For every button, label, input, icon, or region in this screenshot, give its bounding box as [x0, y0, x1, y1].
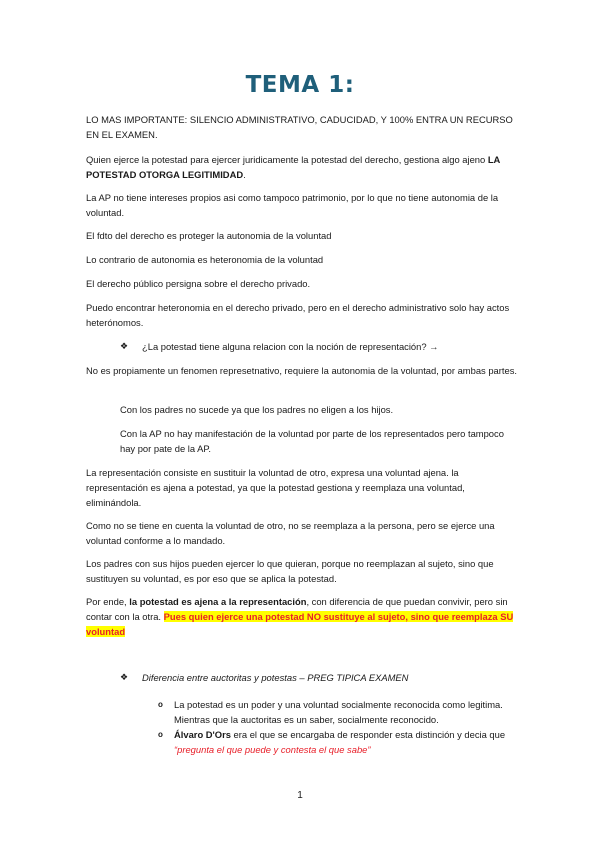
paragraph-representacion-consiste: La representación consiste en sustituir la voluntad de otro, expresa una voluntad ajena. la representación es ajena a potestad, ya que la potestad gestiona y reemplaza una voluntad, eliminándola. [86, 467, 465, 508]
bullet-representacion [120, 339, 520, 354]
paragraph-padres: Con los padres no sucede ya que los padres no eligen a los hijos. [120, 404, 394, 415]
bullet-auctoritas-potestas [120, 670, 520, 685]
diamond-bullet-icon: ❖ [120, 672, 129, 682]
paragraph-por-ende [86, 594, 518, 639]
page-title: TEMA 1: [245, 72, 355, 98]
bold-text: LA POTESTAD OTORGA LEGITIMIDAD [86, 154, 500, 180]
paragraph-ap-intereses: La AP no tiene intereses propios asi como tampoco patrimonio, por lo que no tiene autonomia de la voluntad. [86, 192, 499, 218]
paragraph-voluntad-otro: Como no se tiene en cuenta la voluntad de otro, no se reemplaza a la persona, pero se ejerce una voluntad conforme a lo mandado. [86, 520, 495, 546]
highlighted-text: Pues quien ejerce una potestad NO sustituye al sujeto, sino que reemplaza SU voluntad [86, 611, 514, 637]
sub-bullet-alvaro-dors [158, 727, 518, 757]
sub-bullet-potestad-poder [158, 697, 518, 727]
bold-name: Álvaro D'Ors [174, 729, 231, 740]
sub-bullet-text: La potestad es un poder y una voluntad socialmente reconocida como legitima. Mientras que la auctoritas es un saber, socialmente reconocido. [174, 699, 503, 725]
paragraph-pre: Por ende, [86, 596, 130, 607]
diamond-bullet-icon: ❖ [120, 341, 129, 351]
quote-text: “pregunta el que puede y contesta el que sabe” [174, 744, 371, 755]
paragraph-fenomeno-representativo: No es propiamente un fenomen represetnativo, requiere la autonomia de la voluntad, por ambas partes. [86, 365, 517, 376]
circle-bullet-icon: o [158, 730, 163, 739]
paragraph-ap-manifestacion: Con la AP no hay manifestación de la voluntad por parte de los representados pero tampoco hay por pate de la AP. [120, 428, 504, 454]
paragraph-potestad-legitimidad [86, 152, 518, 182]
bullet-text: ¿La potestad tiene alguna relacion con la noción de representación? → [142, 341, 439, 352]
sub-bullet-text: era el que se encargaba de responder esta distinción y decia que [230, 729, 506, 740]
paragraph-actos-heteronomos: Puedo encontrar heteronomia en el derecho privado, pero en el derecho administrativo solo hay actos heterónomos. [86, 302, 510, 328]
paragraph-padres-hijos: Los padres con sus hijos pueden ejercer lo que quieran, porque no reemplazan al sujeto, sino que sustituyen su voluntad, es por eso que se aplica la potestad. [86, 558, 494, 584]
paragraph-derecho-publico: El derecho público persigna sobre el derecho privado. [86, 278, 311, 289]
page-number: 1 [297, 790, 303, 801]
paragraph-fdto-derecho: El fdto del derecho es proteger la autonomia de la voluntad [86, 230, 332, 241]
paragraph-mid: , con diferencia de que puedan convivir, pero sin contar con la otra. [86, 596, 508, 622]
paragraph-important: LO MAS IMPORTANTE: SILENCIO ADMINISTRATIVO, CADUCIDAD, Y 100% ENTRA UN RECURSO EN EL EXAMEN. [86, 114, 513, 140]
bold-text: la potestad es ajena a la representación [129, 596, 307, 607]
circle-bullet-icon: o [158, 700, 163, 709]
bullet-text: Diferencia entre auctoritas y potestas – PREG TIPICA EXAMEN [142, 672, 409, 683]
paragraph-text: Quien ejerce la potestad para ejercer juridicamente la potestad del derecho, gestiona algo ajeno [86, 154, 488, 165]
paragraph-end: . [243, 169, 246, 180]
paragraph-heteronomia: Lo contrario de autonomia es heteronomia de la voluntad [86, 254, 324, 265]
